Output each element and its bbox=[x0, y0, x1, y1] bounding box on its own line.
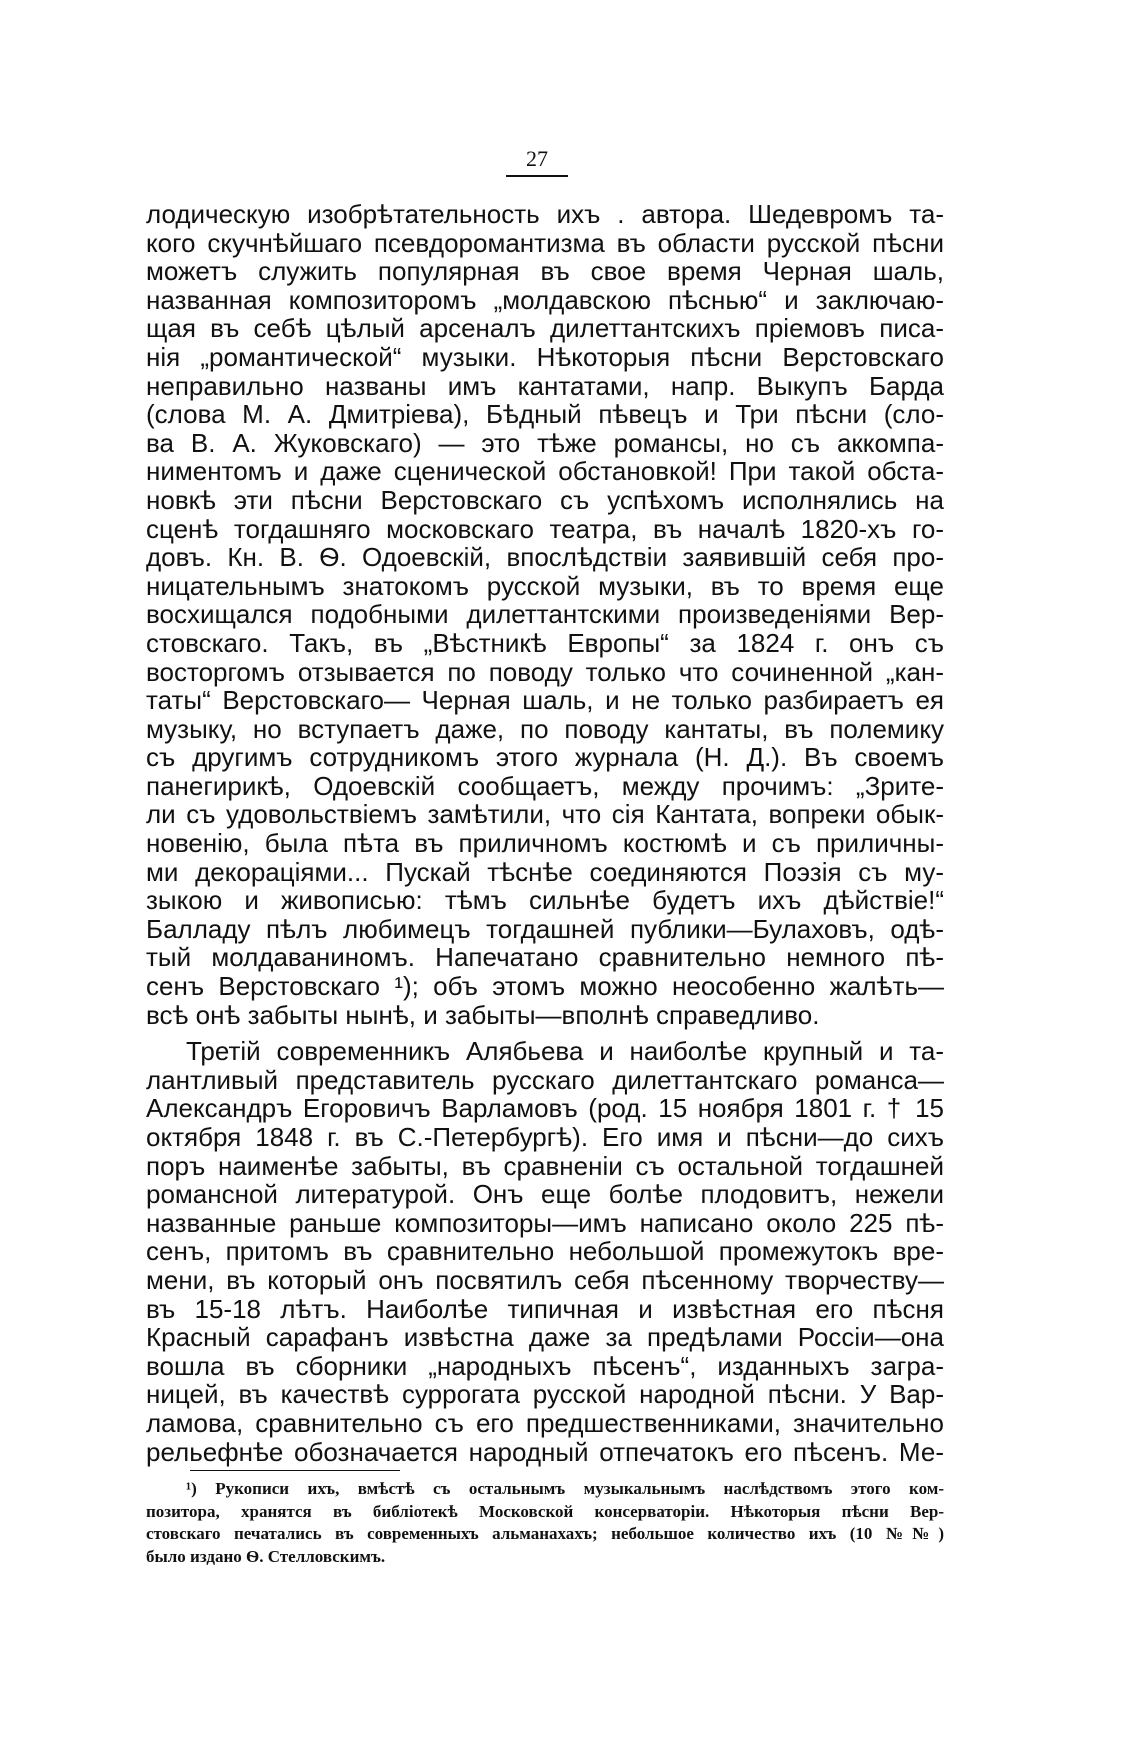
text-line: Балладу пѣлъ любимецъ тогдашней публики—Булаховъ, одѣ- bbox=[146, 913, 944, 944]
text-line: октября 1848 г. въ С.-Петербургѣ). Его имя и пѣсни—до сихъ bbox=[146, 1122, 944, 1152]
text-line: ламова, сравнительно съ его предшественниками, значительно bbox=[146, 1407, 944, 1438]
text-line: нія „романтической“ музыки. Нѣкоторыя пѣсни Верстовскаго bbox=[146, 341, 944, 372]
text-line: можетъ служить популярная въ свое время Черная шаль, bbox=[146, 256, 944, 287]
text-line: довъ. Кн. В. Ѳ. Одоевскій, впослѣдствіи заявившій себя про- bbox=[146, 542, 944, 573]
text-line: Александръ Егоровичъ Варламовъ (род. 15 ноября 1801 г. † 15 bbox=[146, 1093, 944, 1124]
text-line: поръ наименѣе забыты, въ сравненіи съ остальной тогдашней bbox=[146, 1150, 944, 1181]
text-line: названная композиторомъ „молдавскою пѣснью“ и заключаю- bbox=[146, 284, 944, 315]
text-line: названные раньше композиторы—имъ написано около 225 пѣ- bbox=[146, 1207, 944, 1238]
text-line: стовскаго. Такъ, въ „Вѣстникѣ Европы“ за 1824 г. онъ съ bbox=[146, 627, 944, 658]
footnote-line: позитора, хранятся въ библіотекѣ Московской консерваторіи. Нѣкоторыя пѣсни Вер- bbox=[146, 1501, 944, 1521]
text-line: ниментомъ и даже сценической обстановкой! При такой обста- bbox=[146, 456, 944, 487]
text-line: зыкою и живописью: тѣмъ сильнѣе будетъ ихъ дѣйствіе!“ bbox=[146, 885, 944, 916]
text-line: новенію, была пѣта въ приличномъ костюмѣ и съ приличны- bbox=[146, 828, 944, 859]
text-line: рельефнѣе обозначается народный отпечатокъ его пѣсенъ. Ме- bbox=[146, 1436, 944, 1467]
text-line: Третій современникъ Алябьева и наиболѣе крупный и та- bbox=[186, 1036, 944, 1067]
text-line: съ другимъ сотрудникомъ этого журнала (Н. Д.). Въ своемъ bbox=[146, 742, 944, 773]
text-line: панегирикѣ, Одоевскій сообщаетъ, между прочимъ: „Зрите- bbox=[146, 770, 944, 801]
page-number-rule bbox=[506, 175, 568, 177]
text-line: всѣ онѣ забыты нынѣ, и забыты—вполнѣ справедливо. bbox=[146, 999, 820, 1030]
body-text bbox=[146, 200, 944, 1466]
footnote bbox=[146, 1478, 944, 1568]
text-line: ницей, въ качествѣ суррогата русской народной пѣсни. У Вар- bbox=[146, 1379, 944, 1410]
footnote-line: ¹) Рукописи ихъ, вмѣстѣ съ остальнымъ музыкальнымъ наслѣдствомъ этого ком- bbox=[186, 1479, 944, 1498]
text-line: новкѣ эти пѣсни Верстовскаго съ успѣхомъ исполнялись на bbox=[146, 484, 944, 515]
text-line: сенъ, притомъ въ сравнительно небольшой промежутокъ вре- bbox=[146, 1236, 944, 1267]
footnote-line: было издано Ѳ. Стелловскимъ. bbox=[146, 1546, 386, 1566]
page-number: 27 bbox=[526, 146, 548, 171]
text-line: вошла въ сборники „народныхъ пѣсенъ“, изданныхъ загра- bbox=[146, 1350, 944, 1381]
text-line: тый молдаваниномъ. Напечатано сравнительно немного пѣ- bbox=[146, 942, 944, 973]
text-line: ва В. А. Жуковскаго) — это тѣже романсы, но съ аккомпа- bbox=[146, 427, 944, 458]
text-line: ницательнымъ знатокомъ русской музыки, въ то время еще bbox=[146, 570, 944, 601]
text-line: ми декораціями... Пускай тѣснѣе соединяются Поэзія съ му- bbox=[146, 856, 944, 887]
paragraph-1 bbox=[146, 200, 944, 1029]
text-line: восхищался подобными дилеттантскими произведеніями Вер- bbox=[146, 599, 944, 630]
text-line: щая въ себѣ цѣлый арсеналъ дилеттантскихъ пріемовъ писа- bbox=[146, 313, 944, 344]
text-line: ли съ удовольствіемъ замѣтили, что сія Кантата, вопреки обык- bbox=[146, 799, 944, 830]
text-line: Красный сарафанъ извѣстна даже за предѣлами Россіи—она bbox=[146, 1322, 944, 1353]
footnote-rule bbox=[190, 1470, 400, 1471]
text-line: восторгомъ отзывается по поводу только что сочиненной „кан- bbox=[146, 656, 944, 687]
text-line: таты“ Верстовскаго— Черная шаль, и не только разбираетъ ея bbox=[146, 685, 944, 716]
text-line: сценѣ тогдашняго московскаго театра, въ началѣ 1820-хъ го- bbox=[146, 513, 944, 544]
text-line: неправильно названы имъ кантатами, напр. Выкупъ Барда bbox=[146, 370, 944, 401]
text-line: музыку, но вступаетъ даже, по поводу кантаты, въ полемику bbox=[146, 713, 944, 744]
text-line: въ 15-18 лѣтъ. Наиболѣе типичная и извѣстная его пѣсня bbox=[146, 1293, 944, 1324]
text-line: романсной литературой. Онъ еще болѣе плодовитъ, нежели bbox=[146, 1179, 944, 1210]
text-line: лодическую изобрѣтательность ихъ . автора. Шедевромъ та- bbox=[146, 199, 944, 229]
text-line: (слова М. А. Дмитріева), Бѣдный пѣвецъ и Три пѣсни (сло- bbox=[146, 399, 944, 430]
footnote-line: стовскаго печатались въ современныхъ альманахахъ; небольшое количество ихъ (10 №№) bbox=[146, 1524, 944, 1544]
text-line: сенъ Верстовскаго ¹); объ этомъ можно неособенно жалѣть— bbox=[146, 971, 944, 1002]
text-line: мени, въ который онъ посвятилъ себя пѣсенному творчеству— bbox=[146, 1264, 944, 1295]
text-line: кого скучнѣйшаго псевдоромантизма въ области русской пѣсни bbox=[146, 227, 944, 258]
text-line: лантливый представитель русскаго дилеттантскаго романса— bbox=[146, 1064, 944, 1095]
paragraph-2 bbox=[146, 1037, 944, 1466]
